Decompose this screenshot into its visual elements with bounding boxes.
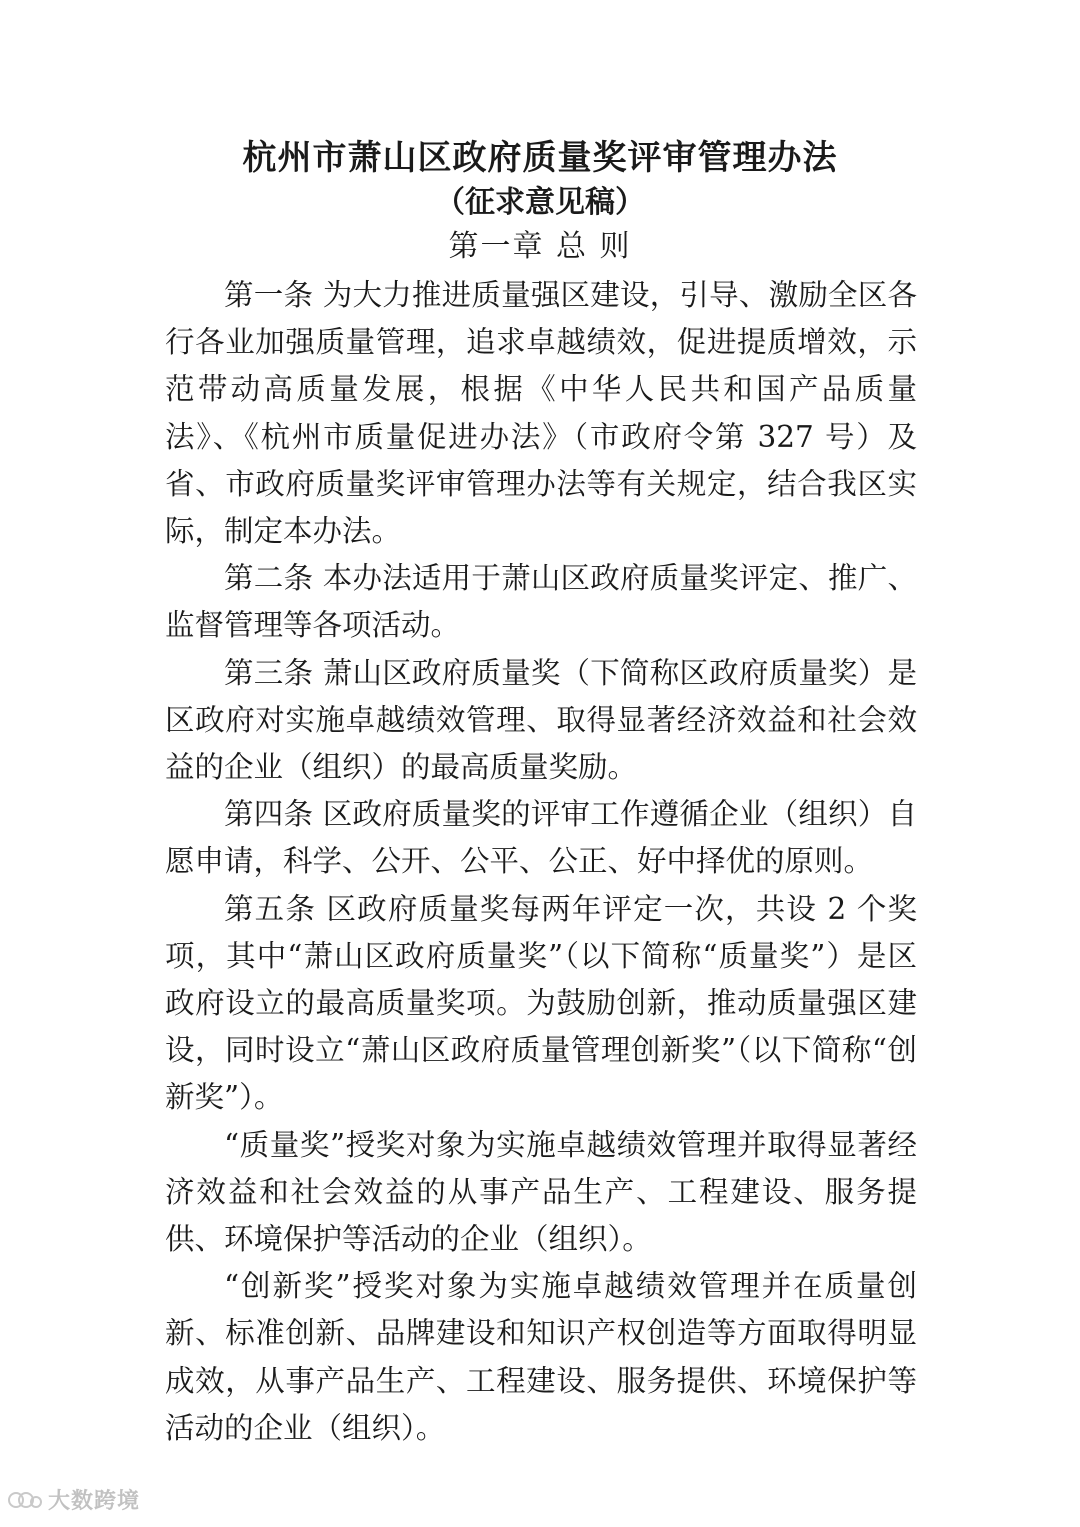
document-subtitle: （征求意见稿） — [435, 185, 645, 220]
document-body — [165, 272, 917, 1452]
document-title: 杭州市萧山区政府质量奖评审管理办法 — [242, 138, 838, 178]
article-2: 第二条 本办法适用于萧山区政府质量奖评定、推广、监督管理等各项活动。 — [165, 561, 917, 643]
article-5-quality-award: “质量奖”授奖对象为实施卓越绩效管理并取得显著经济效益和社会效益的从事产品生产、工程建设、服务提供、环境保护等活动的企业（组织）。 — [165, 1127, 917, 1257]
watermark — [8, 1484, 140, 1514]
article-5: 第五条 区政府质量奖每两年评定一次，共设 2 个奖项，其中“萧山区政府质量奖”（以下简称“质量奖”）是区政府设立的最高质量奖项。为鼓励创新，推动质量强区建设，同时设立“萧山区政府质量管理创新奖”（以下简称“创新奖”）。 — [165, 891, 917, 1115]
article-3: 第三条 萧山区政府质量奖（下简称区政府质量奖）是区政府对实施卓越绩效管理、取得显著经济效益和社会效益的企业（组织）的最高质量奖励。 — [165, 655, 917, 785]
brand-logo-icon — [8, 1488, 42, 1510]
chapter-heading: 第一章 总 则 — [448, 229, 632, 264]
article-5-innovation-award: “创新奖”授奖对象为实施卓越绩效管理并在质量创新、标准创新、品牌建设和知识产权创造等方面取得明显成效，从事产品生产、工程建设、服务提供、环境保护等活动的企业（组织）。 — [165, 1269, 917, 1445]
watermark-text: 大数跨境 — [48, 1488, 141, 1514]
article-1: 第一条 为大力推进质量强区建设，引导、激励全区各行各业加强质量管理，追求卓越绩效，促进提质增效，示范带动高质量发展，根据《中华人民共和国产品质量法》、《杭州市质量促进办法》（市政府令第 327 号）及省、市政府质量奖评审管理办法等有关规定，结合我区实际，制定本办法。 — [165, 278, 917, 549]
article-4: 第四条 区政府质量奖的评审工作遵循企业（组织）自愿申请，科学、公开、公平、公正、好中择优的原则。 — [165, 797, 917, 879]
